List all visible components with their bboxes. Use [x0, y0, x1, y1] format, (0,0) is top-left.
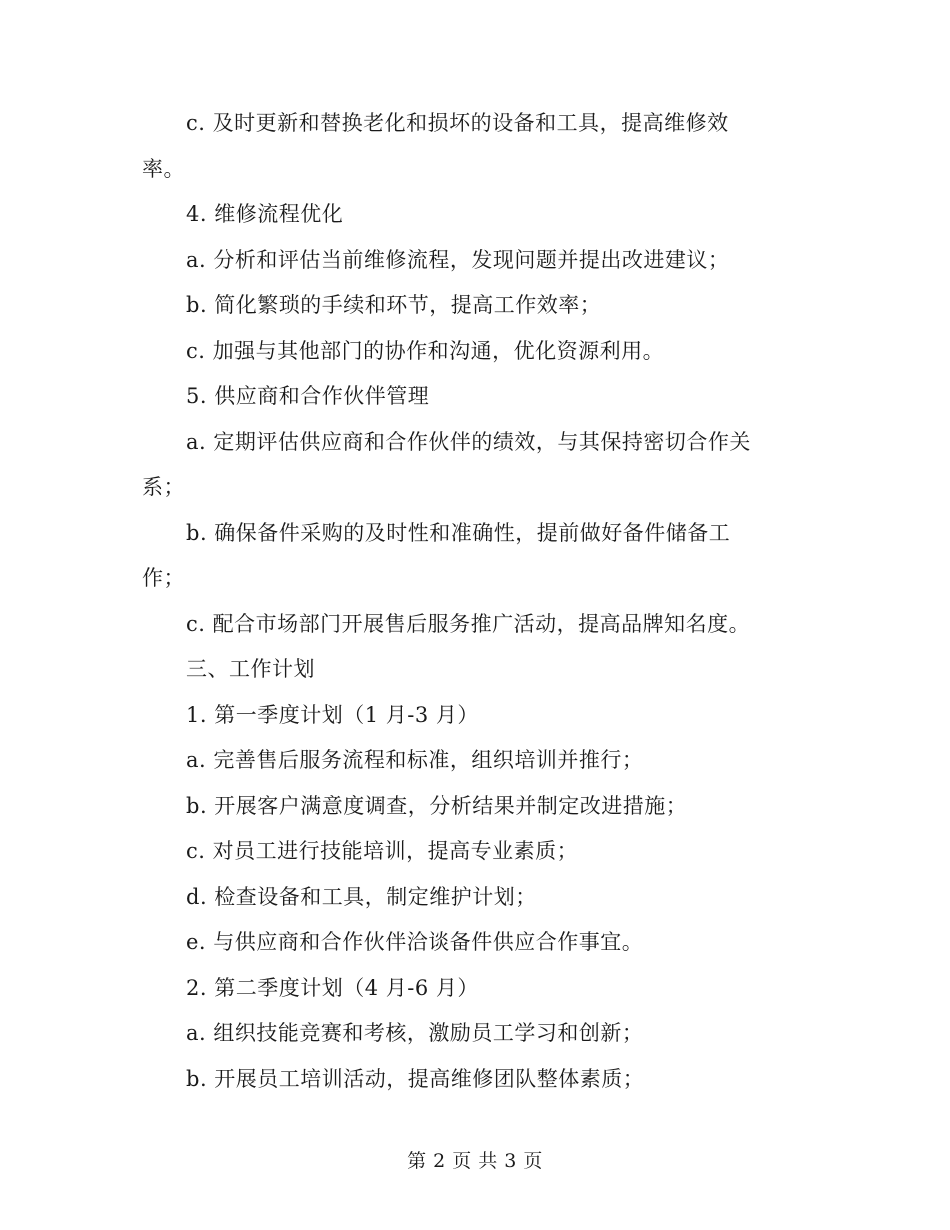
section-heading: 1. 第一季度计划（1 月-3 月） — [186, 702, 479, 727]
text-line: e. 与供应商和合作伙伴洽谈备件供应合作事宜。 — [186, 930, 644, 954]
text-line: d. 检查设备和工具，制定维护计划； — [186, 884, 537, 909]
text-line: a. 完善售后服务流程和标准，组织培训并推行； — [186, 748, 644, 772]
text-line: c. 及时更新和替换老化和损坏的设备和工具，提高维修效 — [186, 111, 729, 135]
text-line: b. 简化繁琐的手续和环节，提高工作效率； — [186, 293, 602, 317]
text-line: b. 开展客户满意度调查，分析结果并制定改进措施； — [186, 793, 688, 818]
section-heading: 2. 第二季度计划（4 月-6 月） — [186, 975, 479, 1000]
text-line: a. 定期评估供应商和合作伙伴的绩效，与其保持密切合作关 — [186, 429, 751, 454]
text-line: c. 配合市场部门开展售后服务推广活动，提高品牌知名度。 — [186, 611, 751, 636]
section-heading: 4. 维修流程优化 — [186, 202, 344, 226]
text-line: a. 分析和评估当前维修流程，发现问题并提出改进建议； — [186, 247, 730, 272]
chapter-heading: 三、工作计划 — [186, 657, 315, 681]
text-line: b. 确保备件采购的及时性和准确性，提前做好备件储备工 — [186, 520, 731, 545]
page-number-footer: 第 2 页 共 3 页 — [407, 1150, 543, 1172]
text-line: 系； — [142, 475, 185, 499]
text-line: b. 开展员工培训活动，提高维修团队整体素质； — [186, 1066, 645, 1091]
document-body — [142, 101, 812, 1102]
text-line: a. 组织技能竞赛和考核，激励员工学习和创新； — [186, 1021, 644, 1045]
text-line: c. 对员工进行技能培训，提高专业素质； — [186, 839, 579, 863]
text-line: c. 加强与其他部门的协作和沟通，优化资源利用。 — [186, 338, 665, 363]
section-heading: 5. 供应商和合作伙伴管理 — [186, 384, 430, 408]
text-line: 作； — [142, 566, 185, 590]
text-line: 率。 — [142, 156, 185, 181]
